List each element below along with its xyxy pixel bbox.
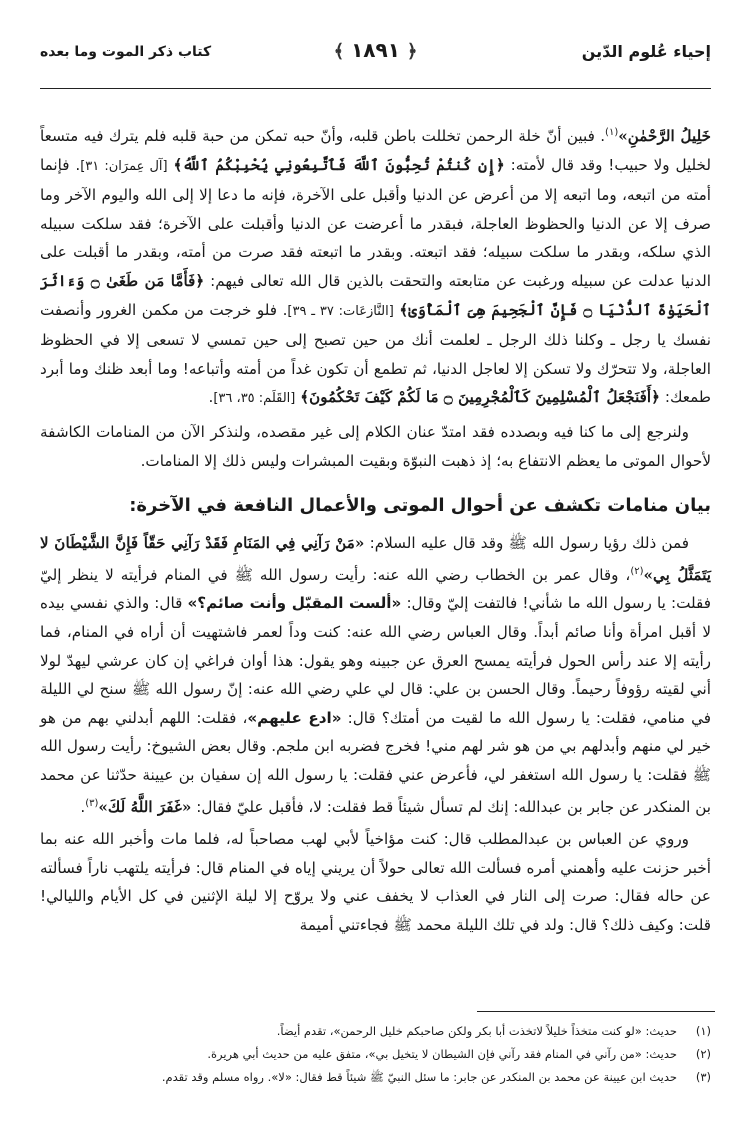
verse-reference: [النَّازعَات: ٣٧ ـ ٣٩] (287, 303, 394, 319)
footnote-number: (٣) (695, 1070, 711, 1084)
footnote-number: (٢) (695, 1047, 711, 1061)
running-head (40, 34, 711, 89)
verse-reference: [القَلَم: ٣٥، ٣٦] (213, 391, 296, 407)
text-run: ، وقال عمر بن الخطاب رضي الله عنه: رأيت رسول الله ﷺ في المنام فرأيته لا ينظر إليّ فقلت: يا رسول الله ما شأني! فالتفت إليّ وقال: (40, 565, 711, 613)
footnotes (40, 1020, 711, 1089)
section-paragraph-2: وروي عن العباس بن عبدالمطلب قال: كنت مؤاخياً لأبي لهب مصاحباً له، فلما مات وأخبر الله عنه بما أخبر حزنت عليه وأهمني أمره فسألت الله تعالى حولاً أن يريني إياه في المنام قال: فرأيته يلتهب ناراً فسألته عن حاله فقال: صرت إلى النار في العذاب لا يخفف عني ولا يروّح إلا ليلة الإثنين في كل الأيام والليالي! قلت: وكيف ذلك؟ قال: ولد في تلك الليلة محمد ﷺ فجاءتني أميمة (40, 830, 711, 935)
ornament-right: ﴿ (406, 41, 418, 62)
footnote-number: (١) (695, 1024, 711, 1038)
text-run: فمن ذلك رؤيا رسول الله ﷺ وقد قال عليه السلام: (364, 534, 689, 553)
text-run: ، فقلت: اللهم أبدلني بهم من هو خير لي منهم وأبدلهم بي من هو شر لهم مني! فخرج فضربه ابن ملجم. وقال بعض الشيوخ: رأيت رسول الله ﷺ فقلت: يا رسول الله استغفر لي، فأعرض عني فقلت: يا رسول الله إن سفيان بن عيينة حدّثنا عن محمد بن المنكدر عن جابر بن عبدالله: إنك لم تسأل شيئاً قط فقلت: لا، فأقبل عليّ فقال: (40, 708, 711, 816)
footnote-marker: (١) (605, 127, 619, 138)
quoted-phrase: خَلِيلُ الرَّحْمٰنِ» (618, 127, 711, 146)
hadith-quote: «مَنْ رَآنِي فِي المَنَامِ فَقَدْ رَآنِي حَقّاً فَإِنَّ الشَّيْطَانَ لا يَتَمَثَّلُ بِي» (40, 534, 712, 584)
text-run: . فلو خرجت من مكمن الغرور وأنصفت نفسك يا رجل ـ وكلنا ذلك الرجل ـ لعلمت أنك من حين تصبح إلى حين تمسي لا تسعى إلا في الحظوظ العاجلة، ولا تتحرّك ولا تسكن إلا لعاجل الدنيا، ثم تطمع أن تكون غداً من أمته وأتباعه! وما أبعد ظنك وما أبرد طمعك: (40, 300, 711, 407)
quran-verse: ﴿إِن كُنتُمْ تُحِبُّونَ ٱللَّهَ فَٱتَّبِعُونِي يُحْبِبْكُمُ ٱللَّهُ﴾ (173, 155, 505, 174)
footnote (40, 1020, 711, 1043)
footnote-divider (477, 1011, 715, 1012)
footnote-text: حديث: «من رآني في المنام فقد رآني فإن الشيطان لا يتخيل بي»، متفق عليه من حديث أبي هريرة. (207, 1047, 677, 1061)
quran-verse: ﴿فَأَمَّا مَن طَغَىٰ ۝ وَءَاثَرَ ٱلْحَيَوٰةَ ٱلدُّنْيَا ۝ فَإِنَّ ٱلْجَحِيمَ هِىَ ٱلْمَأْوَىٰ﴾ (40, 272, 711, 319)
hadith-quote: «ادع عليهم» (247, 708, 342, 727)
page-number-block (334, 38, 418, 62)
section-heading: بيان منامات تكشف عن أحوال الموتى والأعمال النافعة في الآخرة: (129, 495, 711, 517)
hadith-quote: «غَفَرَ اللَّهُ لَكَ» (98, 797, 192, 816)
body-text (40, 119, 711, 940)
intro-paragraph-1 (40, 119, 711, 414)
footnote (40, 1066, 711, 1089)
text-run: . فإنما أمته من اتبعه، وما اتبعه إلا من أعرض عن الدنيا وأقبل على الآخرة، فإنه ما دعا إلا إلى الله واليوم الآخر وما صرف إلا عن الدنيا والحظوظ العاجلة، فبقدر ما أعرضت عن الدنيا وأقبلت على الآخرة؛ فقد سلكت سبيله الذي سلكه، وبقدر ما سلكت سبيله؛ فقد اتبعته. وبقدر ما اتبعته فقد صرت من أمته، وبقدر ما أقبلت على الدنيا عدلت عن سبيله ورغبت عن متابعته والتحقت بالذين قال الله تعالى فيهم: (40, 155, 711, 291)
footnote-text: حديث ابن عيينة عن محمد بن المنكدر عن جابر: ما سئل النبيّ ﷺ شيئاً قط فقال: «لا». رواه مسلم وقد تقدم. (161, 1070, 677, 1084)
footnote-marker: (٣) (85, 797, 99, 809)
text-run: قال: والذي نفسي بيده لا أقبل امرأة وأنا صائم أبداً. وقال العباس رضي الله عنه: كنت وداً لعمر فاشتهيت أن أراه في المنام، فما رأيته إلا عند رأس الحول فرأيته يمسح العرق عن جبينه وهو يقول: هذا أوان فراغي إن كان عرشي ليهدّ لولا أني لقيته رؤوفاً رحيماً. وقال الحسن بن علي: قال لي علي رضي الله عنه: إنّ رسول الله ﷺ سنح لي الليلة في منامي، فقلت: يا رسول الله ما لقيت من أمتك؟ قال: (40, 594, 711, 727)
section-paragraph-1 (40, 529, 711, 821)
text-run: . (80, 797, 86, 816)
verse-reference: [آل عِمرَان: ٣١] (80, 158, 168, 174)
chapter-title: كتاب ذكر الموت وما بعده (40, 44, 212, 60)
ornament-left: ﴾ (333, 41, 345, 62)
page (40, 0, 711, 940)
footnote (40, 1043, 711, 1066)
intro-paragraph-2: ولنرجع إلى ما كنا فيه وبصدده فقد امتدّ عنان الكلام إلى غير مقصده، ولنذكر الآن من المنامات الكاشفة لأحوال الموتى ما يعظم الانتفاع به؛ إذ ذهبت النبوّة وبقيت المبشرات وليس ذلك إلا المنامات. (40, 423, 711, 470)
page-number: ١٨٩١ (351, 38, 400, 62)
text-run: . (208, 388, 214, 407)
text-run: . فبين أنّ خلة الرحمن تخللت باطن قلبه، وأنّ حبه تمكن من حبة قلبه فلم يترك فيه متسعاً لخليل ولا حبيب! وقد قال لأمته: (40, 127, 711, 174)
book-title: إحياء عُلوم الدّين (581, 42, 711, 61)
quran-verse: ﴿أَفَنَجْعَلُ ٱلْمُسْلِمِينَ كَٱلْمُجْرِمِينَ ۝ مَا لَكُمْ كَيْفَ تَحْكُمُونَ﴾ (300, 388, 661, 407)
hadith-quote: «ألست المقبّل وأنت صائم؟» (187, 594, 402, 613)
footnote-text: حديث: «لو كنت متخذاً خليلاً لاتخذت أبا بكر ولكن صاحبكم خليل الرحمن»، تقدم أيضاً. (276, 1024, 677, 1038)
footnote-marker: (٢) (630, 565, 644, 577)
